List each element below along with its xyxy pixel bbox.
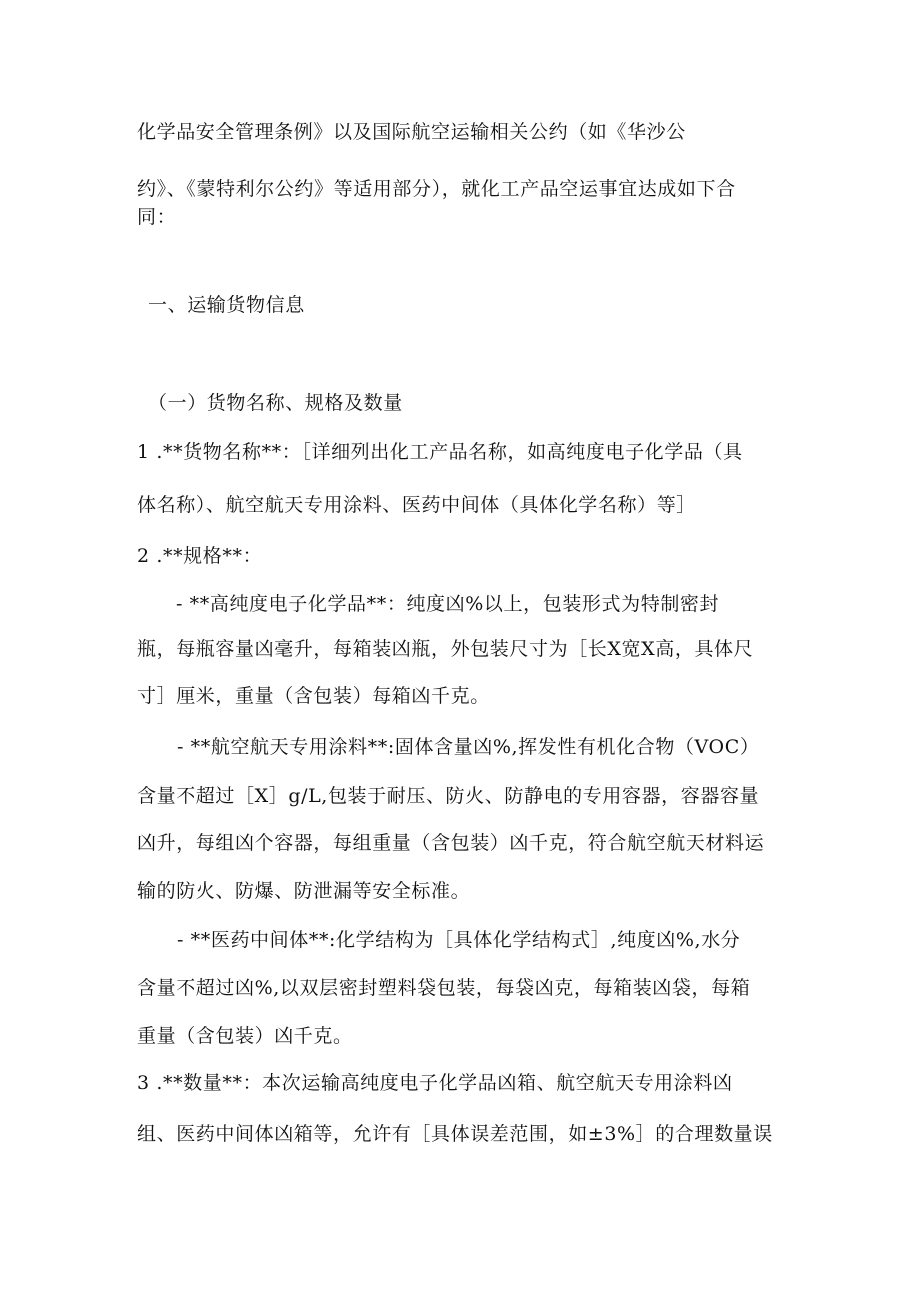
text-line: - **航空航天专用涂料**:固体含量凶%,挥发性有机化合物（VOC） xyxy=(177,736,760,758)
text-line: 重量（含包装）凶千克。 xyxy=(137,1025,353,1047)
text-line: 含量不超过凶%,以双层密封塑料袋包装，每袋凶克，每箱装凶袋，每箱 xyxy=(137,977,751,999)
text-line: 约》、《蒙特利尔公约》等适用部分），就化工产品空运事宜达成如下合 xyxy=(137,178,736,200)
text-line: 寸］厘米，重量（含包装）每箱凶千克。 xyxy=(137,685,490,707)
text-line: 体名称）、航空航天专用涂料、医药中间体（具体化学名称）等］ xyxy=(137,494,696,516)
text-line: 同： xyxy=(137,206,177,228)
text-line: 输的防火、防爆、防泄漏等安全标准。 xyxy=(137,880,471,902)
subsection-heading: （一）货物名称、规格及数量 xyxy=(148,392,403,414)
text-line: 化学品安全管理条例》以及国际航空运输相关公约（如《华沙公 xyxy=(137,121,686,143)
text-line: 瓶，每瓶容量凶毫升，每箱装凶瓶，外包装尺寸为［长X宽X高，具体尺 xyxy=(137,638,754,660)
text-line: - **医药中间体**:化学结构为［具体化学结构式］,纯度凶%,水分 xyxy=(177,929,741,951)
text-line: 2 .**规格**： xyxy=(137,545,263,567)
text-line: 1 .**货物名称**：［详细列出化工产品名称，如高纯度电子化学品（具 xyxy=(137,441,743,463)
text-line: 组、医药中间体凶箱等，允许有［具体误差范围，如±3%］的合理数量误 xyxy=(137,1123,773,1145)
text-line: 凶升，每组凶个容器，每组重量（含包装）凶千克，符合航空航天材料运 xyxy=(137,832,765,854)
text-line: 含量不超过［X］g/L,包装于耐压、防火、防静电的专用容器，容器容量 xyxy=(137,785,760,807)
text-line: - **高纯度电子化学品**：纯度凶%以上，包装形式为特制密封 xyxy=(176,593,720,615)
text-line: 3 .**数量**：本次运输高纯度电子化学品凶箱、航空航天专用涂料凶 xyxy=(137,1072,733,1094)
section-heading: 一、运输货物信息 xyxy=(148,294,305,316)
